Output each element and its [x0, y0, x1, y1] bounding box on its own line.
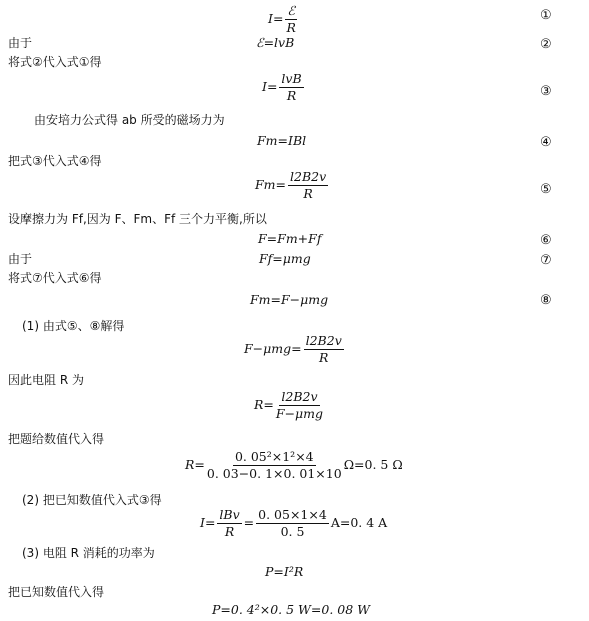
eq1-denominator: R: [286, 19, 296, 35]
equation-4: [257, 135, 306, 148]
eq12-result: A=0. 4 A: [330, 515, 388, 530]
text-part-1: (1) 由式⑤、⑧解得: [22, 319, 125, 333]
eq3-denominator: R: [286, 87, 297, 103]
text-known-values: 把已知数值代入得: [8, 585, 105, 599]
eq12-lhs: I=: [200, 515, 216, 530]
text-ampere-force: 由安培力公式得 ab 所受的磁场力为: [34, 113, 225, 127]
equation-6: [258, 233, 321, 246]
equation-5: [255, 170, 330, 201]
eq10-denominator: F−μmg: [275, 405, 324, 421]
eq4-text: Fm=IBl: [257, 133, 307, 148]
equation-7-tag: ⑦: [540, 253, 552, 268]
equation-1: [268, 4, 299, 35]
eq12-denominator-1: R: [224, 523, 235, 539]
text-part-2: (2) 把已知数值代入式③得: [22, 493, 162, 507]
equation-1-tag: ①: [540, 8, 552, 23]
eq9-lhs: F−μmg=: [244, 341, 302, 356]
equation-7: [259, 253, 311, 266]
eq6-text: F=Fm+Ff: [258, 231, 322, 246]
eq11-result: Ω=0. 5 Ω: [343, 457, 403, 472]
eq12-numerator-1: lBv: [219, 507, 240, 522]
eq7-text: Ff=μmg: [259, 251, 311, 266]
eq1-lhs: I=: [268, 11, 284, 26]
eq1-numerator: ℰ: [287, 3, 295, 18]
equation-6-tag: ⑥: [540, 233, 552, 248]
equation-8: [250, 294, 328, 307]
text-substitute-3-into-4: 把式③代入式④得: [8, 154, 102, 168]
equation-10: [254, 390, 325, 421]
eq2-text: ℰ=lvB: [256, 35, 295, 50]
text-substitute-2-into-1: 将式②代入式①得: [8, 55, 102, 69]
text-substitute-values: 把题给数值代入得: [8, 432, 105, 446]
text-youyu-1: 由于: [8, 36, 33, 50]
equation-8-tag: ⑧: [540, 293, 552, 308]
text-resistance: 因此电阻 R 为: [8, 373, 84, 387]
eq10-numerator: l2B2v: [281, 389, 318, 404]
eq11-denominator: 0. 03−0. 1×0. 01×10: [206, 465, 342, 481]
eq11-lhs: R=: [185, 457, 205, 472]
equation-14: [212, 604, 370, 617]
equation-2: [256, 37, 294, 50]
eq12-denominator-2: 0. 5: [280, 523, 305, 539]
eq10-lhs: R=: [254, 397, 274, 412]
text-part-3: (3) 电阻 R 消耗的功率为: [22, 546, 155, 560]
eq5-numerator: l2B2v: [290, 169, 327, 184]
text-youyu-2: 由于: [8, 252, 33, 266]
text-friction-balance: 设摩擦力为 Ff,因为 F、Fm、Ff 三个力平衡,所以: [8, 212, 267, 226]
equation-3: [262, 72, 306, 103]
eq13-text: P=I²R: [265, 564, 304, 579]
equation-9: [244, 334, 346, 365]
equation-11: [185, 450, 403, 481]
equation-5-tag: ⑤: [540, 182, 552, 197]
equation-2-tag: ②: [540, 37, 552, 52]
eq8-text: Fm=F−μmg: [250, 292, 329, 307]
eq3-numerator: lvB: [281, 71, 302, 86]
equation-13: [265, 566, 303, 579]
eq9-denominator: R: [318, 349, 329, 365]
eq12-numerator-2: 0. 05×1×4: [258, 507, 327, 522]
eq11-numerator: 0. 05²×1²×4: [234, 449, 314, 464]
equation-4-tag: ④: [540, 135, 552, 150]
eq5-denominator: R: [303, 185, 313, 201]
eq5-lhs: Fm=: [255, 177, 286, 192]
eq3-lhs: I=: [262, 79, 278, 94]
eq9-numerator: l2B2v: [305, 333, 342, 348]
text-substitute-7-into-6: 将式⑦代入式⑥得: [8, 271, 102, 285]
equation-3-tag: ③: [540, 84, 552, 99]
eq14-text: P=0. 4²×0. 5 W=0. 08 W: [212, 602, 370, 617]
equation-12: I= $\frac{\text{lBv}}{R}$ = $\frac{0. 05\times 1\times 4}{0. 5}$ A=0. 4 A: [200, 507, 388, 539]
